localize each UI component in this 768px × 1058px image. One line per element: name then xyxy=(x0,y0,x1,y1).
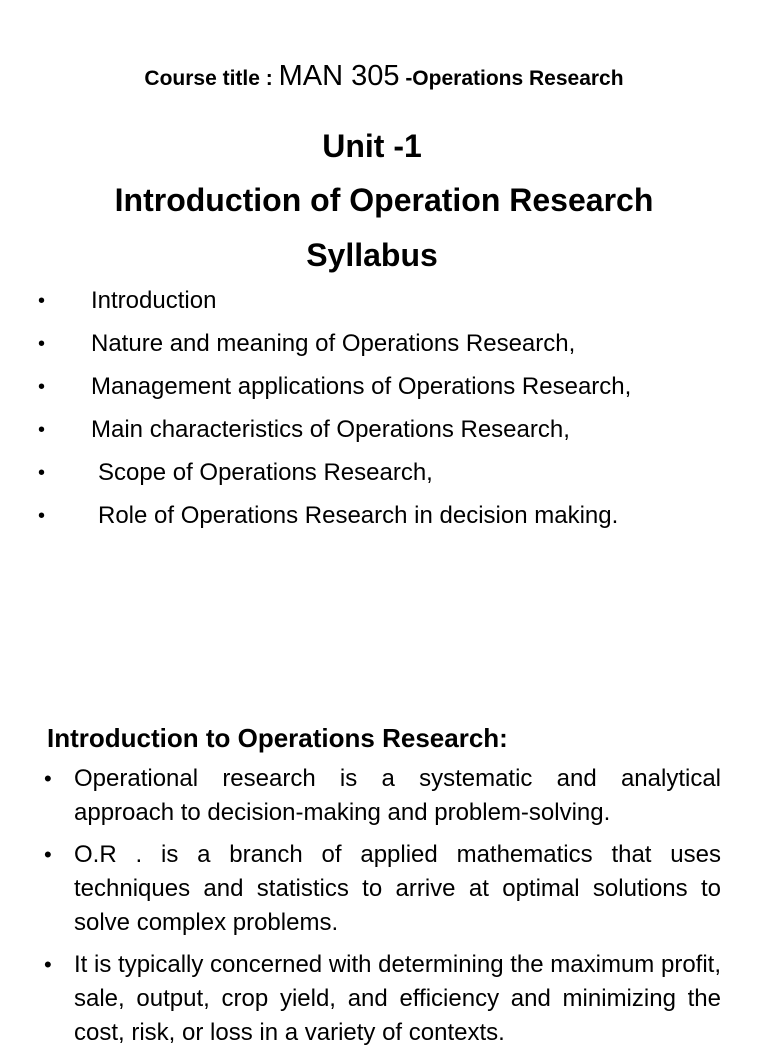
course-code: MAN 305 xyxy=(278,60,400,92)
paragraph-text: Operational research is a systematic and analytical approach to decision-making and problem-solving. xyxy=(74,765,721,826)
bullet-icon: • xyxy=(38,505,46,527)
paragraph-item xyxy=(0,948,768,1050)
paragraph-item xyxy=(0,762,768,830)
course-title-label: Course title : xyxy=(144,67,279,90)
syllabus-item-text: Role of Operations Research in decision making. xyxy=(98,502,619,529)
paragraph-text: O.R . is a branch of applied mathematics that uses techniques and statistics to arrive at optimal solutions to solve complex problems. xyxy=(74,841,721,936)
introduction-list xyxy=(0,762,768,1058)
course-title xyxy=(0,56,768,99)
paragraph-text: It is typically concerned with determining the maximum profit, sale, output, crop yield, and efficiency and minimizing the cost, risk, or loss in a variety of contexts. xyxy=(74,951,721,1046)
syllabus-item-text: Main characteristics of Operations Research, xyxy=(91,416,570,443)
bullet-icon: • xyxy=(38,290,46,312)
bullet-icon: • xyxy=(38,376,46,398)
course-name: -Operations Research xyxy=(399,67,624,90)
slide-title: Introduction of Operation Research xyxy=(114,182,654,218)
syllabus-heading: Syllabus xyxy=(306,237,438,273)
syllabus-item-text: Management applications of Operations Research, xyxy=(91,373,632,400)
syllabus-item-text: Nature and meaning of Operations Research, xyxy=(91,330,576,357)
unit-heading: Unit -1 xyxy=(322,128,422,164)
bullet-icon: • xyxy=(44,766,52,791)
bullet-icon: • xyxy=(38,462,46,484)
bullet-icon: • xyxy=(38,419,46,441)
bullet-icon: • xyxy=(44,952,52,977)
bullet-icon: • xyxy=(44,842,52,867)
syllabus-item-text: Introduction xyxy=(91,287,217,314)
section-title: Introduction to Operations Research: xyxy=(47,723,508,753)
syllabus-item-text: Scope of Operations Research, xyxy=(98,459,433,486)
paragraph-item xyxy=(0,838,768,940)
bullet-icon: • xyxy=(38,333,46,355)
